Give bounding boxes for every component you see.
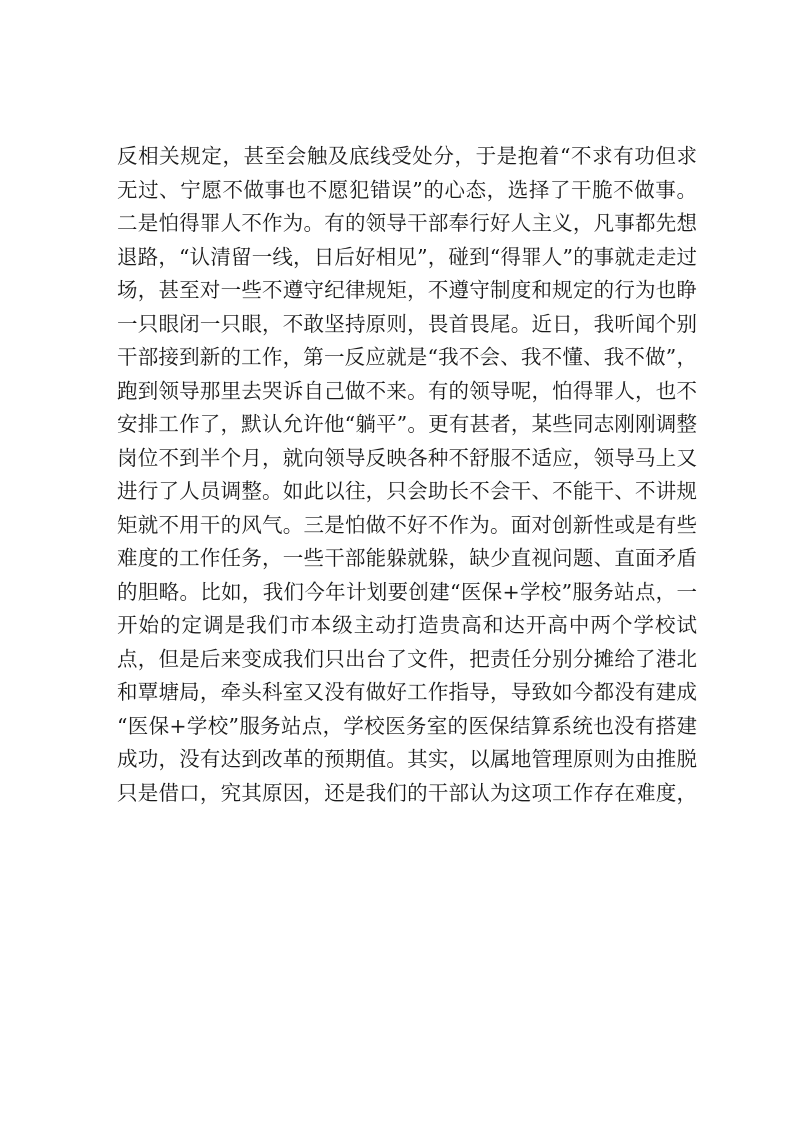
text-line: 成功，没有达到改革的预期值。其实，以属地管理原则为由推脱 [117, 747, 697, 771]
text-line: 开始的定调是我们市本级主动打造贵高和达开高中两个学校试 [117, 613, 697, 637]
text-line: 无过、宁愿不做事也不愿犯错误”的心态，选择了干脆不做事。 [117, 177, 697, 202]
text-line: 进行了人员调整。如此以往，只会助长不会干、不能干、不讲规 [117, 479, 697, 503]
text-line: 二是怕得罪人不作为。有的领导干部奉行好人主义，凡事都先想 [117, 211, 697, 235]
text-line: 反相关规定，甚至会触及底线受处分，于是抱着“不求有功但求 [117, 144, 697, 168]
text-line: 场，甚至对一些不遵守纪律规矩，不遵守制度和规定的行为也睁 [117, 278, 697, 302]
text-line: 安排工作了，默认允许他“躺平”。更有甚者，某些同志刚刚调整 [117, 412, 697, 436]
text-line: 难度的工作任务，一些干部能躲就躲，缺少直视问题、直面矛盾 [117, 546, 697, 570]
text-line: 退路，“认清留一线，日后好相见”，碰到“得罪人”的事就走走过 [117, 244, 697, 269]
text-line: 岗位不到半个月，就向领导反映各种不舒服不适应，领导马上又 [117, 445, 697, 470]
text-line: “医保+学校”服务站点，学校医务室的医保结算系统也没有搭建 [117, 713, 697, 738]
text-line: 干部接到新的工作，第一反应就是“我不会、我不懂、我不做”， [117, 345, 697, 369]
text-line: 矩就不用干的风气。三是怕做不好不作为。面对创新性或是有些 [117, 512, 697, 537]
text-line: 的胆略。比如，我们今年计划要创建“医保+学校”服务站点，一 [117, 579, 697, 604]
text-line: 跑到领导那里去哭诉自己做不来。有的领导呢，怕得罪人，也不 [117, 378, 697, 403]
body-text [117, 140, 697, 810]
text-line: 一只眼闭一只眼，不敢坚持原则，畏首畏尾。近日，我听闻个别 [117, 311, 697, 336]
text-line: 点，但是后来变成我们只出台了文件，把责任分别分摊给了港北 [117, 646, 697, 671]
text-line: 只是借口，究其原因，还是我们的干部认为这项工作存在难度， [117, 780, 697, 805]
text-line: 和覃塘局，牵头科室又没有做好工作指导，导致如今都没有建成 [117, 680, 697, 704]
